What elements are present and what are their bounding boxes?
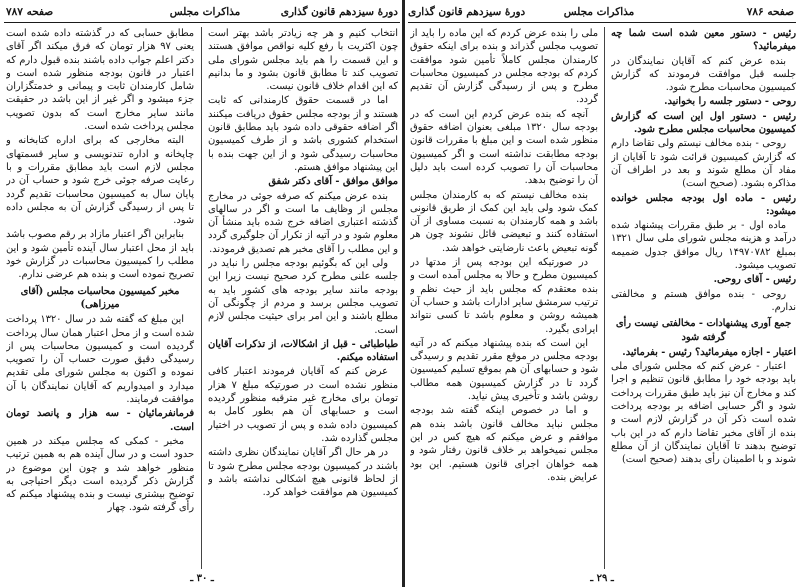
paragraph: بنده عرض کنم که آقایان نمایندگان در جلسه قبل موافقت فرمودند که گزارش کمیسیون محاسبات مطرح شود. [611, 55, 796, 94]
speaker-line: طباطبائی - قبل از اشکالات، از تذکرات آقایان استفاده میکنم. [208, 338, 398, 364]
paragraph: آنچه که بنده عرض کردم این است که در بودجه سال ۱۳۲۰ مبلغی بعنوان اضافه حقوق منظور شده است و این مبلغ با مقررات قانون بودجه مطابقت نداشته است و اگر کمیسیون محاسبات آن را تصویب کرده است باید دلیل آن را توضیح بدهد. [410, 108, 598, 187]
paragraph: روحی - بنده مخالف نیستم ولی تقاضا دارم که گزارش کمیسیون قرائت شود تا آقایان از مفاد آن مطلع شوند و بعد در اطراف آن مذاکره بشود. (صحیح است) [611, 138, 796, 190]
right-page-footer: ـ ۲۹ ـ [590, 573, 614, 584]
left-page-session: دورهٔ سیزدهم قانون گذاری [280, 6, 398, 18]
paragraph: مطابق حسابی که در گذشته داده شده است یعنی ۹۷ هزار تومان که فرق میکند اگر آقای دکتر اعلم جواب داده باشند بنده قبول دارم که اعتبار در قانون بودجه منظور شده است و شامل کارمندان ثابت و پیمانی و خدمتگزاران جزء میشود و اگر غیر از این باشد در حقیقت مانند سایر مخارج است که بدون تصویب مجلس پرداخت شده است. [6, 28, 194, 133]
right-page-title: مذاکرات مجلس [563, 6, 635, 18]
right-page-column-left [410, 27, 598, 569]
paragraph: ماده اول - بر طبق مقررات پیشنهاد شده درآمد و هزینه مجلس شورای ملی سال ۱۳۲۱ بمبلغ ۱۴۹۷۰۷۸۲ ریال موافق جدول ضمیمه تصویب میشود. [611, 220, 796, 272]
left-page-column-right [208, 27, 398, 569]
speaker-line: روحی - دستور جلسه را بخوانید. [664, 96, 796, 108]
paragraph: روحی - بنده موافق هستم و مخالفتی ندارم. [611, 288, 796, 313]
speaker-line: رئیس - دستور معین شده است شما چه میفرمائید؟ [611, 28, 796, 53]
speaker-line: رئیس - دستور اول این است که گزارش کمیسیون محاسبات مجلس مطرح شود. [611, 110, 796, 136]
paragraph: ولی این که بگوئیم بودجه مجلس را نباید در جلسه علنی مطرح کرد صحیح نیست زیرا این بودجه مانند سایر بودجه های کشور باید به تصویب مجلس برسد و مردم از چگونگی آن مطلع باشند و این امر برای حیثیت مجلس لازم است. [208, 258, 398, 336]
paragraph: انتخاب کنیم و هر چه زیادتر باشد بهتر است چون اکثریت با رفع کلیه نواقص موافق هستند و این قسمت را هم باید مجلس شورای ملی تصویب کند تا مطابق قانون بشود و ما بدانیم که این اقدام خلاف قانون نیست. [208, 28, 398, 93]
left-page-footer: ـ ۳۰ ـ [190, 573, 214, 584]
paragraph: در صورتیکه این بودجه پس از مدتها در کمیسیون مطرح و حالا به مجلس آمده است و بنده معتقدم که مجلس باید از حیث نظم و ترتیب سرمشق سایر ادارات باشد و حساب آن همیشه روشن و معلوم باشد تا کسی نتواند ایرادی بگیرد. [410, 257, 598, 335]
left-page-title: مذاکرات مجلس [169, 6, 241, 18]
paragraph: عرض کنم که آقایان فرمودند اعتبار کافی منظور نشده است در صورتیکه مبلغ ۷ هزار تومان برای مخارج غیر مترقبه منظور گردیده است و حسابهای آن هم بطور کامل به کمیسیون داده شده و پس از تصویب در اختیار مجلس گذارده شد. [208, 366, 398, 444]
paragraph: ملی را بنده عرض کردم که این ماده را باید از تصویب مجلس گذراند و بنده برای اینکه حقوق کارمندان مجلس کاملاً تأمین شود موافقت کردم که بودجه مجلس در کمیسیون محاسبات مطرح و پس از رسیدگی گزارش آن تقدیم گردد. [410, 28, 598, 106]
left-header-rule [4, 22, 400, 23]
speaker-line: موافق موافق - آقای دکتر شفق [268, 176, 398, 188]
right-page [404, 0, 800, 587]
left-page-column-left [6, 27, 194, 569]
right-page-column-right [611, 27, 796, 569]
paragraph: اعتبار - عرض کنم که مجلس شورای ملی باید بودجه خود را مطابق قانون تنظیم و اجرا کند و مخارج آن نیز باید طبق مقررات پرداخت شود و اگر حسابی اضافه بر بودجه پرداخت شده است ذکر آن در گزارش لازم است و بنده از آقای مخبر تقاضا دارم که در این باب توضیح بدهند تا آقایان نمایندگان از آن مطلع شوند و با اطمینان رأی بدهند (صحیح است) [611, 361, 796, 466]
speaker-line: رئیس - آقای روحی. [713, 274, 796, 286]
paragraph: البته مخارجی که برای اداره کتابخانه و چاپخانه و اداره تندنویسی و سایر قسمتهای مجلس لازم است باید مطابق مقررات و با رعایت صرفه جوئی خرج شود و حساب آن در پایان سال به کمیسیون محاسبات تقدیم گردد تا پس از رسیدگی گزارش آن به مجلس داده شود. [6, 135, 194, 227]
paragraph: و اما در خصوص اینکه گفته شد بودجه مجلس نباید مخالف قانون باشد بنده هم موافقم و عرض میکنم که هیچ کس در این مجلس نمیخواهد بر خلاف قانون رفتار شود و همه خواهان اجرای قانون هستیم. این بود عرایض بنده. [410, 405, 598, 483]
speaker-line: اعتبار - اجازه میفرمائید؟ رئیس - بفرمائید. [622, 346, 796, 358]
right-page-column-divider [604, 27, 605, 569]
right-page-session: دورهٔ سیزدهم قانون گذاری [408, 6, 526, 18]
paragraph: بنده عرض میکنم که صرفه جوئی در مخارج مجلس از وظایف ما است و اگر در سالهای گذشته اعتباری اضافه خرج شده باید منشأ آن معلوم شود و در آتیه از تکرار آن جلوگیری گردد و این مطلب را آقای مخبر هم تصدیق فرمودند. [208, 190, 398, 255]
section-heading: جمع آوری پیشنهادات - مخالفتی نیست رأی گرفته شود [615, 318, 792, 343]
paragraph: مخبر - کمکی که مجلس میکند در همین حدود است و در سال آینده هم به همین ترتیب منظور خواهد شد و چون این موضوع در گزارش ذکر گردیده است دیگر احتیاجی به توضیح بیشتری نیست و بنده پیشنهاد میکنم که رأی گرفته شود. چهار [6, 435, 194, 514]
speaker-line: فرمانفرمائیان - سه هزار و پانصد تومان است. [6, 408, 194, 433]
left-page-column-divider [201, 27, 202, 569]
paragraph: این است که بنده پیشنهاد میکنم که در آتیه بودجه مجلس در موقع مقرر تقدیم و رسیدگی شود و حسابهای آن هم بموقع تسلیم کمیسیون گردد تا در گزارش کمیسیون همه مطالب روشن باشد و تأخیری پیش نیاید. [410, 337, 598, 403]
right-page-number: صفحه ۷۸۶ [746, 6, 794, 18]
paragraph: بنابراین اگر اعتبار مازاد بر رقم مصوب باشد باید از محل اعتبار سال آینده تأمین شود و این مطلب را کمیسیون محاسبات در گزارش خود تصریح نموده است و بنده هم عرضی ندارم. [6, 229, 194, 281]
paragraph: اما در قسمت حقوق کارمندانی که ثابت هستند و از بودجه مجلس حقوق دریافت میکنند اگر اضافه حقوقی داده شود باید مطابق قانون استخدام کشوری باشد و از طرف کمیسیون محاسبات رسیدگی شود و از این جهت بنده با این پیشنهاد موافق هستم. [208, 95, 398, 173]
right-header-rule [408, 22, 796, 23]
left-page-number: صفحه ۷۸۷ [6, 6, 54, 18]
paragraph: بنده مخالف نیستم که به کارمندان مجلس کمک شود ولی باید این کمک از طریق قانونی باشد و همه کارمندان به نسبت مساوی از آن استفاده کنند و تبعیضی قائل نشوند چون هر گونه تبعیض باعث نارضایتی خواهد شد. [410, 189, 598, 254]
paragraph: در هر حال اگر آقایان نمایندگان نظری داشته باشند در کمیسیون بودجه مجلس مطرح شود تا از لحاظ قانونی هیچ اشکالی نداشته باشد و کمیسیون هم موافقت خواهد کرد. [208, 447, 398, 499]
speaker-line: رئیس - ماده اول بودجه مجلس خوانده میشود: [611, 192, 796, 217]
section-heading: مخبر کمیسیون محاسبات مجلس (آقای میرزاهی) [20, 285, 180, 310]
paragraph: این مبلغ که گفته شد در سال ۱۳۲۰ پرداخت شده است و از محل اعتبار همان سال پرداخت گردیده است و کمیسیون محاسبات پس از رسیدگی دقیق صورت حساب آن را تصویب نموده و اکنون به مجلس شورای ملی تقدیم میدارد و امیدواریم که آقایان نمایندگان با آن موافقت فرمایند. [6, 314, 194, 406]
